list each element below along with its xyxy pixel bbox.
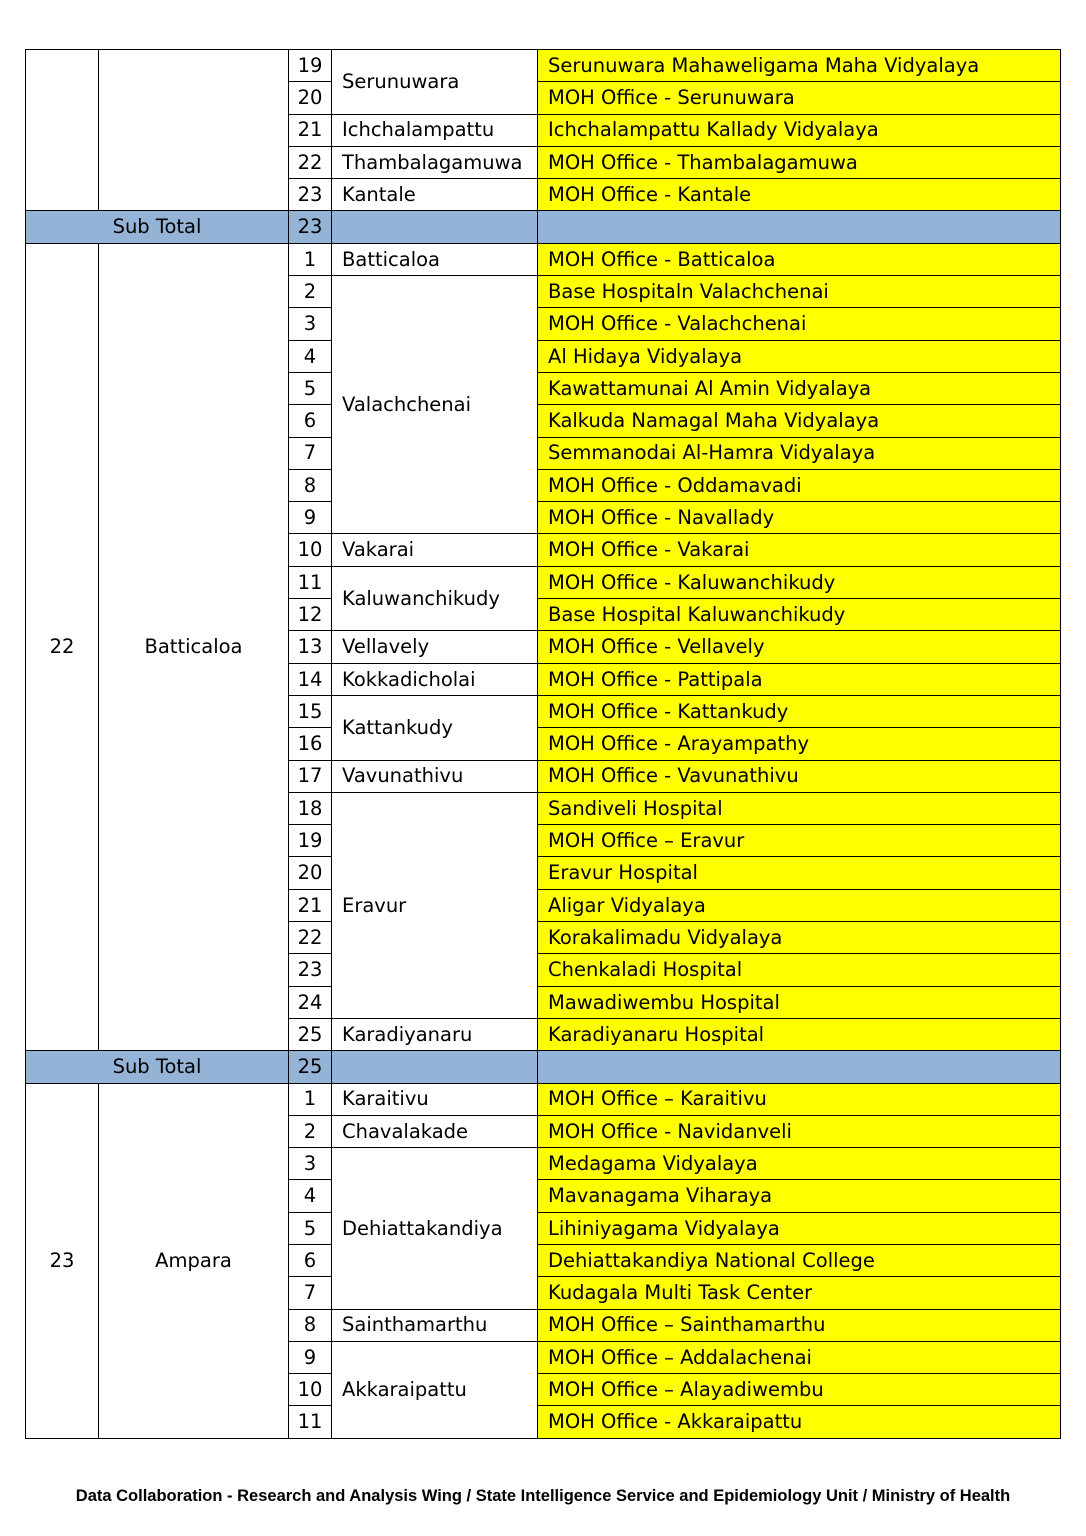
vaccination-center: MOH Office - Akkaraipattu	[538, 1406, 1061, 1438]
row-number: 2	[289, 276, 332, 308]
vaccination-center: MOH Office - Vellavely	[538, 631, 1061, 663]
vaccination-center: Base Hospitaln Valachchenai	[538, 276, 1061, 308]
row-number: 4	[289, 1180, 332, 1212]
row-number: 8	[289, 469, 332, 501]
vaccination-center: Ichchalampattu Kallady Vidyalaya	[538, 114, 1061, 146]
row-number: 4	[289, 340, 332, 372]
row-number: 15	[289, 695, 332, 727]
row-number: 6	[289, 1244, 332, 1276]
district-name	[99, 50, 289, 211]
vaccination-center: Lihiniyagama Vidyalaya	[538, 1212, 1061, 1244]
subtotal-label: Sub Total	[26, 1051, 289, 1083]
subtotal-row	[26, 211, 1061, 243]
row-number: 25	[289, 1018, 332, 1050]
vaccination-center: Chenkaladi Hospital	[538, 954, 1061, 986]
moh-area: Vakarai	[332, 534, 538, 566]
moh-area: Dehiattakandiya	[332, 1148, 538, 1309]
moh-area: Sainthamarthu	[332, 1309, 538, 1341]
row-number: 19	[289, 825, 332, 857]
row-number: 3	[289, 1148, 332, 1180]
subtotal-label: Sub Total	[26, 211, 289, 243]
vaccination-center: MOH Office - Thambalagamuwa	[538, 146, 1061, 178]
moh-area: Vavunathivu	[332, 760, 538, 792]
row-number: 21	[289, 889, 332, 921]
row-number: 20	[289, 857, 332, 889]
row-number: 1	[289, 1083, 332, 1115]
table-row	[26, 50, 1061, 82]
row-number: 17	[289, 760, 332, 792]
moh-area: Karaitivu	[332, 1083, 538, 1115]
vaccination-center: MOH Office – Sainthamarthu	[538, 1309, 1061, 1341]
vaccination-center: MOH Office - Navallady	[538, 502, 1061, 534]
vaccination-center: Kudagala Multi Task Center	[538, 1277, 1061, 1309]
moh-area: Serunuwara	[332, 50, 538, 115]
row-number: 6	[289, 405, 332, 437]
vaccination-center: Dehiattakandiya National College	[538, 1244, 1061, 1276]
row-number: 9	[289, 1341, 332, 1373]
row-number: 7	[289, 437, 332, 469]
vaccination-center: Mawadiwembu Hospital	[538, 986, 1061, 1018]
vaccination-center: Kalkuda Namagal Maha Vidyalaya	[538, 405, 1061, 437]
vaccination-center: Eravur Hospital	[538, 857, 1061, 889]
subtotal-value: 23	[289, 211, 332, 243]
moh-area: Karadiyanaru	[332, 1018, 538, 1050]
row-number: 1	[289, 243, 332, 275]
vaccination-center: MOH Office - Valachchenai	[538, 308, 1061, 340]
vaccination-center: Aligar Vidyalaya	[538, 889, 1061, 921]
vaccination-centers-table	[25, 49, 1061, 1439]
moh-area: Eravur	[332, 792, 538, 1018]
vaccination-center: MOH Office - Kaluwanchikudy	[538, 566, 1061, 598]
row-number: 10	[289, 534, 332, 566]
table-row	[26, 1083, 1061, 1115]
row-number: 12	[289, 599, 332, 631]
row-number: 8	[289, 1309, 332, 1341]
row-number: 7	[289, 1277, 332, 1309]
district-name: Ampara	[99, 1083, 289, 1438]
vaccination-center: MOH Office - Navidanveli	[538, 1115, 1061, 1147]
moh-area: Vellavely	[332, 631, 538, 663]
row-number: 23	[289, 954, 332, 986]
row-number: 16	[289, 728, 332, 760]
vaccination-center: MOH Office - Pattipala	[538, 663, 1061, 695]
district-number	[26, 50, 99, 211]
row-number: 5	[289, 1212, 332, 1244]
row-number: 14	[289, 663, 332, 695]
vaccination-center: Korakalimadu Vidyalaya	[538, 922, 1061, 954]
row-number: 3	[289, 308, 332, 340]
vaccination-center: MOH Office - Vavunathivu	[538, 760, 1061, 792]
vaccination-center: MOH Office - Arayampathy	[538, 728, 1061, 760]
vaccination-center: MOH Office - Batticaloa	[538, 243, 1061, 275]
row-number: 22	[289, 146, 332, 178]
vaccination-center: Serunuwara Mahaweligama Maha Vidyalaya	[538, 50, 1061, 82]
vaccination-center: Kawattamunai Al Amin Vidyalaya	[538, 372, 1061, 404]
subtotal-value: 25	[289, 1051, 332, 1083]
vaccination-center: MOH Office - Oddamavadi	[538, 469, 1061, 501]
subtotal-empty-cell	[332, 211, 538, 243]
vaccination-center: Medagama Vidyalaya	[538, 1148, 1061, 1180]
vaccination-center: Mavanagama Viharaya	[538, 1180, 1061, 1212]
district-name: Batticaloa	[99, 243, 289, 1050]
row-number: 24	[289, 986, 332, 1018]
moh-area: Ichchalampattu	[332, 114, 538, 146]
moh-area: Chavalakade	[332, 1115, 538, 1147]
row-number: 5	[289, 372, 332, 404]
row-number: 22	[289, 922, 332, 954]
moh-area: Valachchenai	[332, 276, 538, 534]
row-number: 18	[289, 792, 332, 824]
row-number: 23	[289, 179, 332, 211]
vaccination-center: Al Hidaya Vidyalaya	[538, 340, 1061, 372]
table-row	[26, 243, 1061, 275]
moh-area: Batticaloa	[332, 243, 538, 275]
vaccination-center: MOH Office – Karaitivu	[538, 1083, 1061, 1115]
vaccination-center: MOH Office - Kantale	[538, 179, 1061, 211]
vaccination-center: Sandiveli Hospital	[538, 792, 1061, 824]
subtotal-empty-cell	[538, 1051, 1061, 1083]
moh-area: Akkaraipattu	[332, 1341, 538, 1438]
row-number: 11	[289, 1406, 332, 1438]
row-number: 21	[289, 114, 332, 146]
moh-area: Kattankudy	[332, 695, 538, 760]
subtotal-row	[26, 1051, 1061, 1083]
vaccination-center: MOH Office – Alayadiwembu	[538, 1374, 1061, 1406]
moh-area: Kaluwanchikudy	[332, 566, 538, 631]
moh-area: Kokkadicholai	[332, 663, 538, 695]
district-number: 22	[26, 243, 99, 1050]
vaccination-center: MOH Office – Eravur	[538, 825, 1061, 857]
moh-area: Thambalagamuwa	[332, 146, 538, 178]
vaccination-center: Karadiyanaru Hospital	[538, 1018, 1061, 1050]
row-number: 10	[289, 1374, 332, 1406]
vaccination-center: MOH Office - Serunuwara	[538, 82, 1061, 114]
page-footer: Data Collaboration - Research and Analysis Wing / State Intelligence Service and Epidemiology Unit / Ministry of Health	[75, 1487, 1011, 1505]
row-number: 13	[289, 631, 332, 663]
moh-area: Kantale	[332, 179, 538, 211]
subtotal-empty-cell	[538, 211, 1061, 243]
vaccination-center: MOH Office – Addalachenai	[538, 1341, 1061, 1373]
row-number: 19	[289, 50, 332, 82]
row-number: 2	[289, 1115, 332, 1147]
row-number: 11	[289, 566, 332, 598]
subtotal-empty-cell	[332, 1051, 538, 1083]
row-number: 20	[289, 82, 332, 114]
district-number: 23	[26, 1083, 99, 1438]
row-number: 9	[289, 502, 332, 534]
vaccination-center: MOH Office - Vakarai	[538, 534, 1061, 566]
vaccination-center: Semmanodai Al-Hamra Vidyalaya	[538, 437, 1061, 469]
vaccination-center: MOH Office - Kattankudy	[538, 695, 1061, 727]
vaccination-center: Base Hospital Kaluwanchikudy	[538, 599, 1061, 631]
